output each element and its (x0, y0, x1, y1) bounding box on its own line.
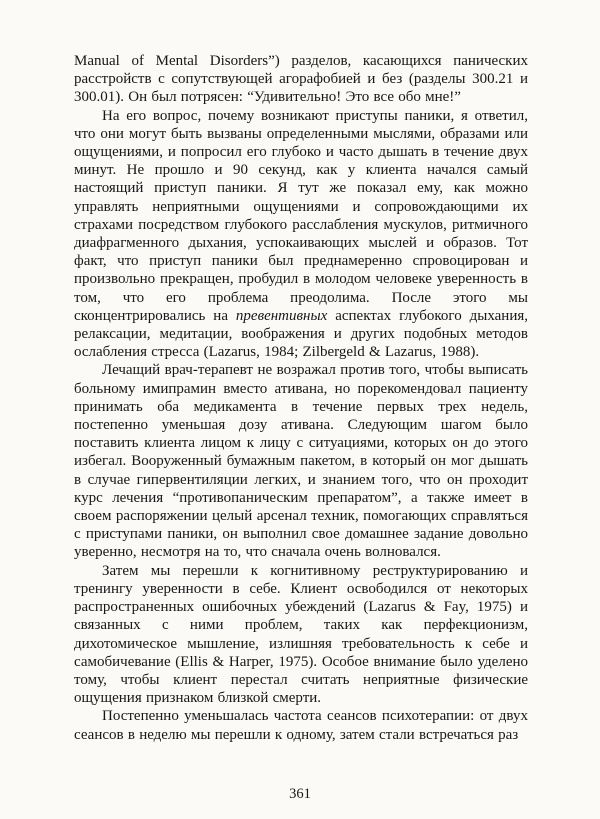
text-segment: аспектах глубокого дыхания, релаксации, медитации, воображения и других подобных методов ослабления стресса (Lazarus, 1984; Zilbergeld & Lazarus, 1988). (74, 307, 529, 361)
text-segment: Постепенно уменьшалась частота сеансов психотерапии: от двух сеансов в неделю мы перешли к одному, затем стали встречаться раз (74, 708, 528, 743)
paragraph (74, 707, 528, 743)
page-number: 361 (289, 786, 311, 802)
emphasized-text: превентивных (235, 307, 328, 324)
text-segment: Затем мы перешли к когнитивному реструктурированию и тренингу уверенности в себе. Клиент освободился от некоторых распространенных ошибочных убеждений (Lazarus & Fay, 1975) и связанных с ними проблем, таких как перфекционизм, дихотомическое мышление, излишняя требовательность к себе и самобичевание (Ellis & Harper, 1975). Особое внимание было уделено тому, чтобы клиент перестал считать неприятные физические ощущения признаком близкой смерти. (74, 562, 528, 707)
text-segment: На его вопрос, почему возникают приступы паники, я ответил, что они могут быть вызваны определенными мыслями, образами или ощущениями, и попросил его глубоко и часто дышать в течение двух минут. Не прошло и 90 секунд, как у клиента начался самый настоящий приступ паники. Я тут же показал ему, как можно управлять неприятными ощущениями и сопровождающими их страхами посредством глубокого расслабления мускулов, ритмичного диафрагменного дыхания, успокаивающих мыслей и образов. Тот факт, что приступ паники был преднамеренно спровоцирован и произвольно прекращен, пробудил в молодом человеке уверенность в том, что его проблема преодолима. После этого мы сконцентрировались на (74, 107, 528, 324)
paragraph (74, 52, 528, 107)
text-block (74, 52, 528, 744)
paragraph (74, 107, 528, 362)
paragraph (74, 361, 528, 561)
text-segment: Лечащий врач-терапевт не возражал против того, чтобы выписать больному имипрамин вместо ативана, но порекомендовал пациенту принимать оба медикамента в течение первых трех недель, постепенно уменьшая дозу ативана. Следующим шагом было поставить клиента лицом к лицу с ситуациями, которых он до этого избегал. Вооруженный бумажным пакетом, в который он мог дышать в случае гипервентиляции легких, и знанием того, что он проходит курс лечения “противопаническим препаратом”, а также имеет в своем распоряжении целый арсенал техник, помогающих справляться с приступами паники, он выполнил свое домашнее задание довольно уверенно, несмотря на то, что сначала очень волновался. (74, 362, 528, 561)
paragraph (74, 562, 528, 708)
text-segment: Manual of Mental Disorders”) разделов, касающихся панических расстройств с сопутствующей агорафобией и без (разделы 300.21 и 300.01). Он был потрясен: “Удивительно! Это все обо мне!” (74, 53, 528, 106)
